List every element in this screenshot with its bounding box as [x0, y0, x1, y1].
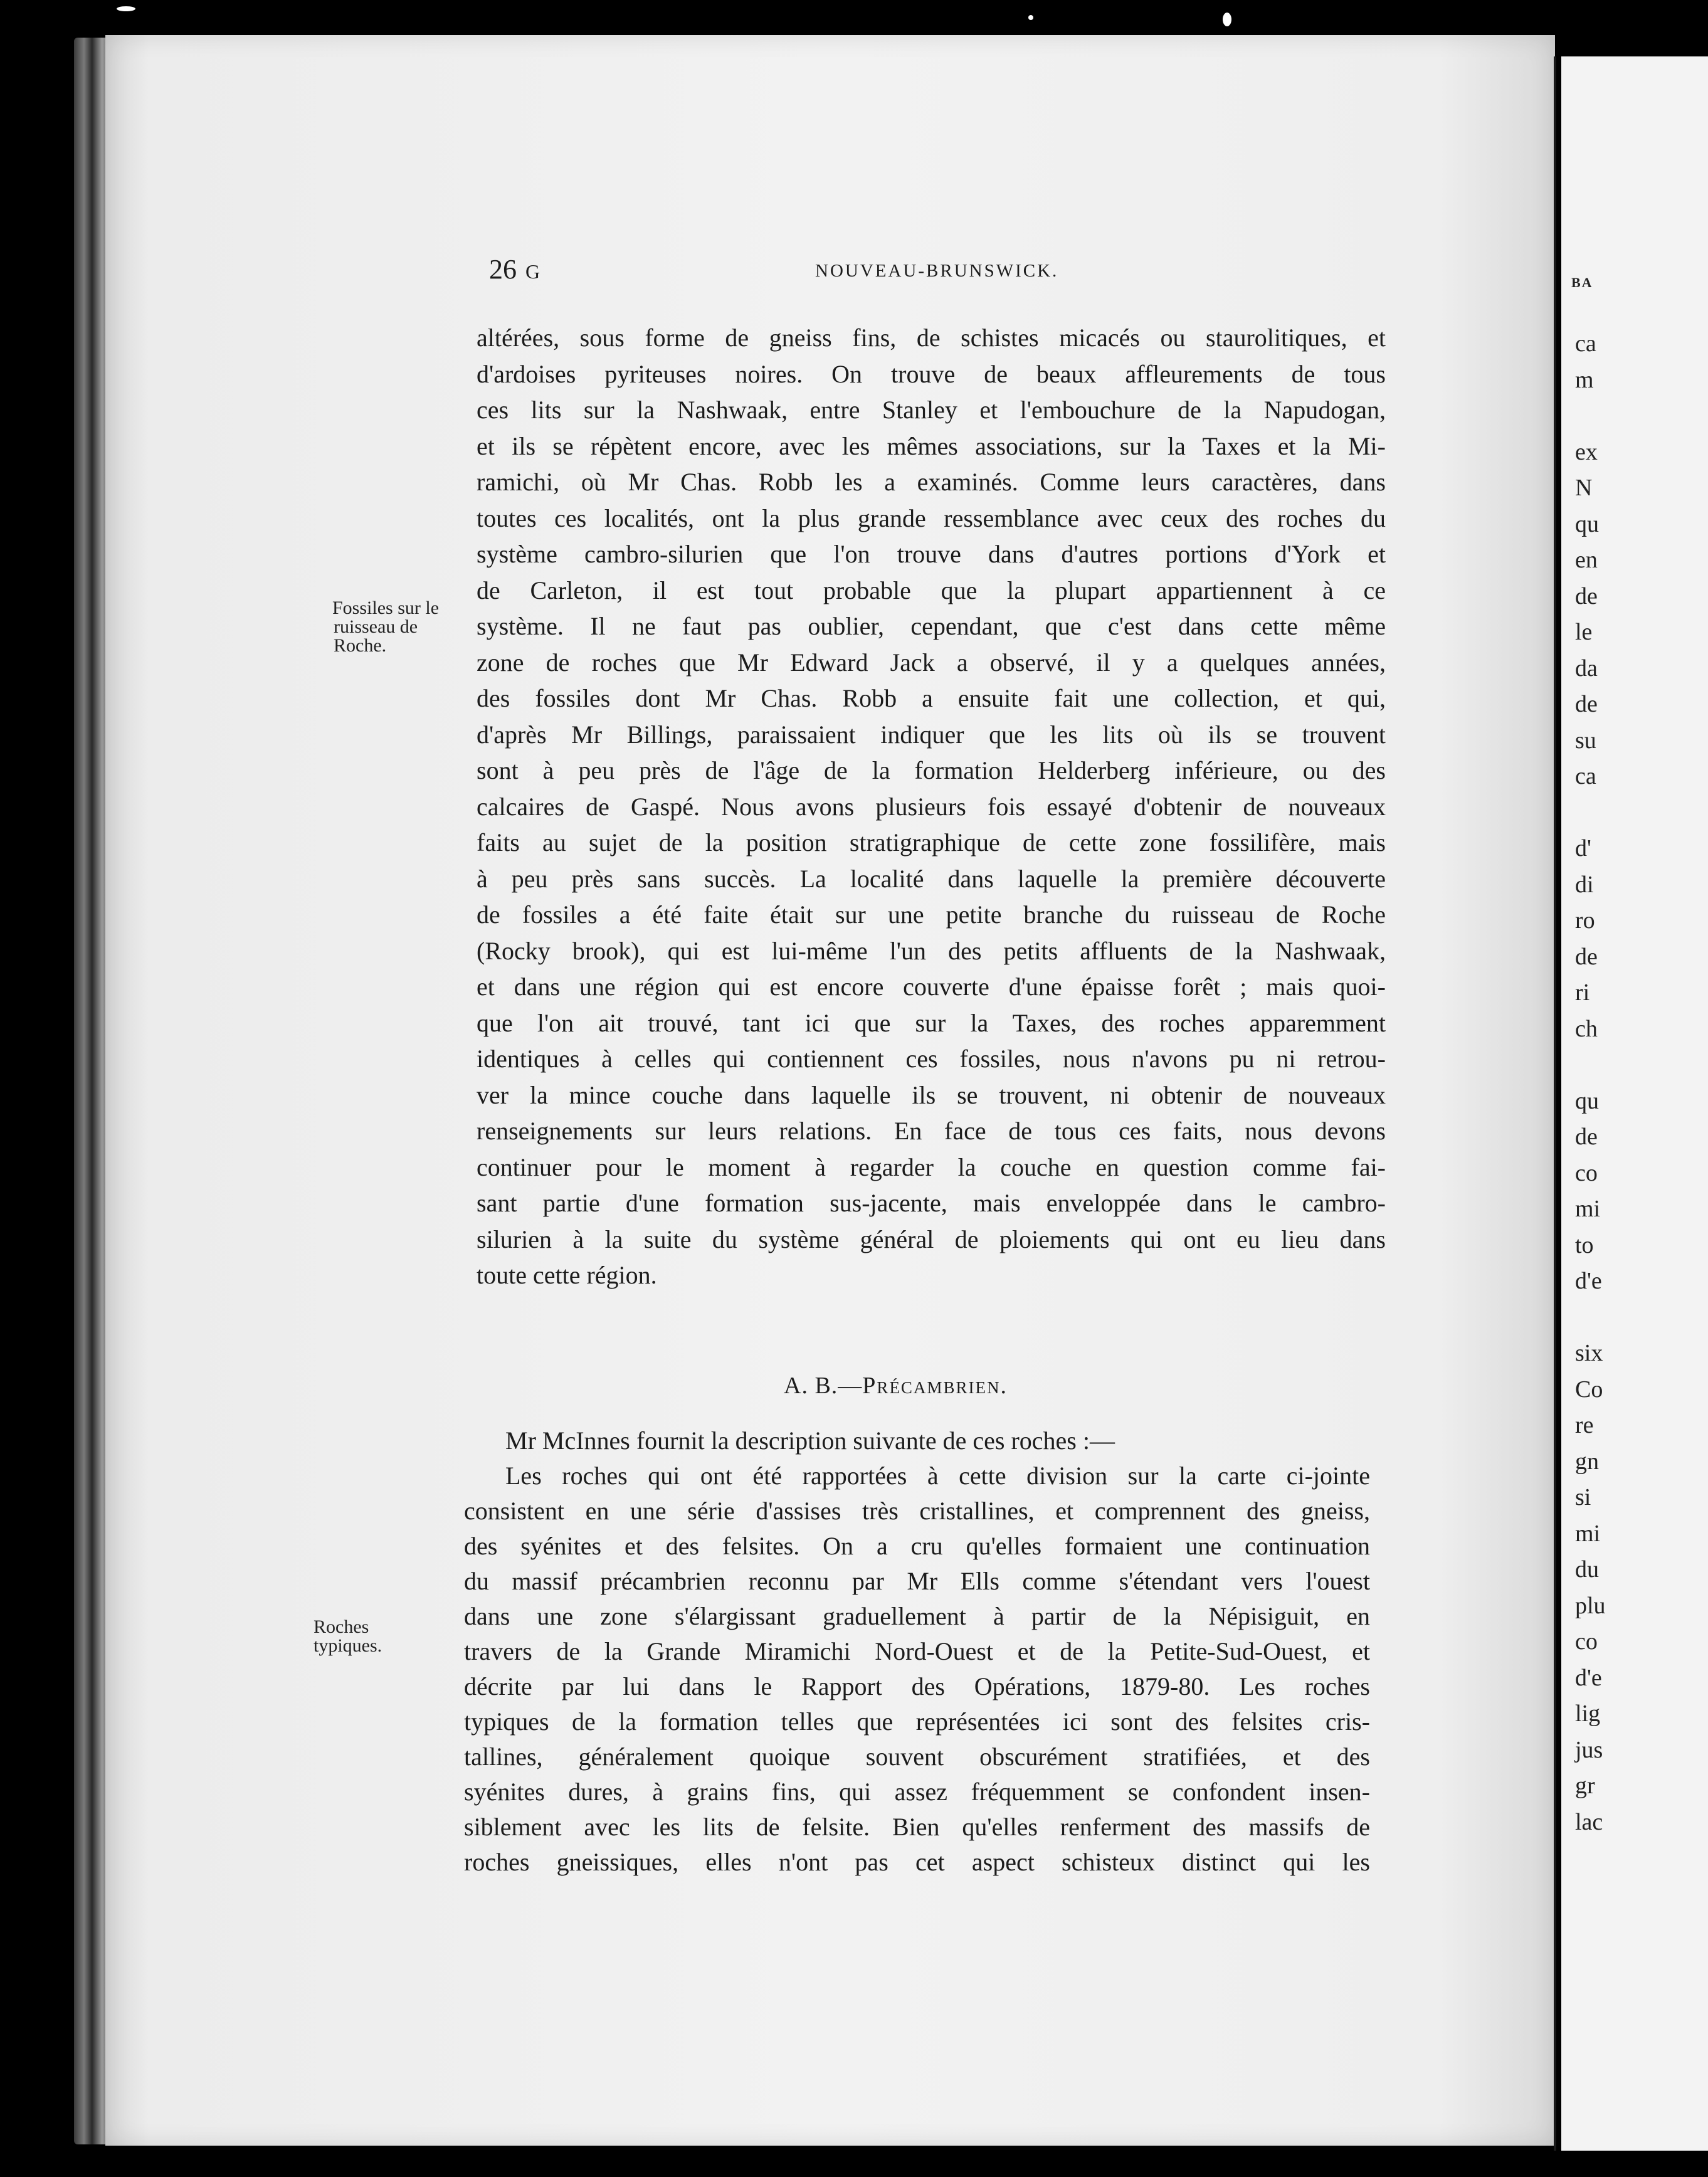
- adjacent-page-line: [1575, 1300, 1708, 1336]
- text-line: de Carleton, il est tout probable que la plupart appartiennent à ce: [477, 576, 1386, 604]
- adjacent-page-line: gr: [1575, 1773, 1595, 1799]
- adjacent-page-line: jus: [1575, 1736, 1603, 1763]
- text-line: consistent en une série d'assises très cristallines, et comprennent des gneiss,: [464, 1497, 1370, 1525]
- text-line: faits au sujet de la position stratigraphique de cette zone fossilifère, mais: [477, 828, 1386, 857]
- adjacent-page-line: si: [1575, 1484, 1591, 1510]
- text-line: des fossiles dont Mr Chas. Robb a ensuite fait une collection, et qui,: [477, 684, 1386, 712]
- page-letter: G: [525, 260, 540, 283]
- text-line: de fossiles a été faite était sur une petite branche du ruisseau de Roche: [477, 900, 1386, 929]
- scan-speck: [1028, 15, 1033, 20]
- sidenote-line: ruisseau de: [334, 616, 418, 637]
- text-line: ver la mince couche dans laquelle ils se trouvent, ni obtenir de nouveaux: [477, 1080, 1386, 1109]
- sidenote-line: Roches: [314, 1616, 369, 1637]
- adjacent-page-line: lig: [1575, 1700, 1601, 1727]
- adjacent-page-line: Co: [1575, 1376, 1603, 1403]
- adjacent-page-line: co: [1575, 1628, 1598, 1655]
- adjacent-page-header: BA: [1571, 275, 1593, 290]
- adjacent-page-line: N: [1575, 475, 1593, 501]
- adjacent-page-line: lac: [1575, 1808, 1603, 1835]
- adjacent-page-line: da: [1575, 655, 1598, 682]
- text-line: siblement avec les lits de felsite. Bien qu'elles renferment des massifs de: [464, 1813, 1370, 1841]
- adjacent-page-line: d'e: [1575, 1664, 1602, 1691]
- text-line: et dans une région qui est encore couverte d'une épaisse forêt ; mais quoi-: [477, 973, 1386, 1001]
- sidenote-fossiles: [332, 599, 439, 655]
- adjacent-page-line: le: [1575, 619, 1593, 645]
- adjacent-page-line: en: [1575, 547, 1598, 573]
- adjacent-page-line: ri: [1575, 979, 1590, 1006]
- sidenote-line: Roche.: [334, 635, 387, 656]
- sidenote-roches: [314, 1618, 382, 1655]
- adjacent-page-line: de: [1575, 691, 1598, 717]
- adjacent-page-line: ro: [1575, 907, 1595, 934]
- adjacent-page-line: six: [1575, 1340, 1603, 1366]
- text-line: tallines, généralement quoique souvent obscurément stratifiées, et des: [464, 1742, 1370, 1771]
- text-line: d'ardoises pyriteuses noires. On trouve de beaux affleurements de tous: [477, 359, 1386, 388]
- text-line: altérées, sous forme de gneiss fins, de schistes micacés ou staurolitiques, et: [477, 324, 1386, 352]
- page-title: NOUVEAU-BRUNSWICK.: [815, 261, 1059, 281]
- text-line: Les roches qui ont été rapportées à cette division sur la carte ci-jointe: [505, 1462, 1370, 1490]
- adjacent-page-line: m: [1575, 366, 1594, 393]
- text-line: syénites dures, à grains fins, qui assez fréquemment se confondent insen-: [464, 1778, 1370, 1806]
- page-number-value: 26: [489, 254, 517, 285]
- adjacent-page-line: mi: [1575, 1196, 1601, 1222]
- text-line: typiques de la formation telles que représentées ici sont des felsites cris-: [464, 1707, 1370, 1736]
- text-line: système cambro-silurien que l'on trouve dans d'autres portions d'York et: [477, 540, 1386, 568]
- text-line: renseignements sur leurs relations. En face de tous ces faits, nous devons: [477, 1117, 1386, 1145]
- text-line: dans une zone s'élargissant graduellement à partir de la Népisiguit, en: [464, 1602, 1370, 1630]
- body-paragraph-1: [477, 320, 1386, 1294]
- adjacent-page-line: to: [1575, 1231, 1594, 1258]
- adjacent-page-line: qu: [1575, 510, 1599, 537]
- text-line: identiques à celles qui contiennent ces fossiles, nous n'avons pu ni retrou-: [477, 1045, 1386, 1073]
- adjacent-page-line: co: [1575, 1159, 1598, 1186]
- adjacent-page-line: ca: [1575, 330, 1596, 357]
- adjacent-page-line: di: [1575, 871, 1594, 898]
- text-line: des syénites et des felsites. On a cru qu'elles formaient une continuation: [464, 1532, 1370, 1560]
- text-line: que l'on ait trouvé, tant ici que sur la Taxes, des roches apparemment: [477, 1008, 1386, 1037]
- text-line: ces lits sur la Nashwaak, entre Stanley et l'embouchure de la Napudogan,: [477, 396, 1386, 424]
- text-line: d'après Mr Billings, paraissaient indiquer que les lits où ils se trouvent: [477, 720, 1386, 749]
- text-line: décrite par lui dans le Rapport des Opérations, 1879-80. Les roches: [464, 1672, 1370, 1700]
- adjacent-page-line: re: [1575, 1412, 1594, 1438]
- page-number: [489, 253, 540, 285]
- adjacent-page-line: [1575, 795, 1708, 831]
- page-fold-line: [1554, 56, 1556, 2151]
- adjacent-page-line: plu: [1575, 1592, 1606, 1619]
- sidenote-line: typiques.: [314, 1635, 382, 1656]
- text-line: continuer pour le moment à regarder la couche en question comme fai-: [477, 1152, 1386, 1181]
- adjacent-page-line: qu: [1575, 1087, 1599, 1114]
- text-line: et ils se répètent encore, avec les mêmes associations, sur la Taxes et la Mi-: [477, 431, 1386, 460]
- text-line: sant partie d'une formation sus-jacente, mais enveloppée dans le cambro-: [477, 1189, 1386, 1217]
- adjacent-page-line: gn: [1575, 1448, 1599, 1475]
- section-heading: [784, 1372, 1008, 1400]
- adjacent-page-line: ex: [1575, 438, 1598, 465]
- text-line: ramichi, où Mr Chas. Robb les a examinés. Comme leurs caractères, dans: [477, 468, 1386, 496]
- adjacent-page-line: de: [1575, 1124, 1598, 1150]
- text-line: calcaires de Gaspé. Nous avons plusieurs fois essayé d'obtenir de nouveaux: [477, 792, 1386, 821]
- body-paragraph-2: [464, 1423, 1370, 1880]
- adjacent-page-line: de: [1575, 582, 1598, 609]
- text-line: zone de roches que Mr Edward Jack a observé, il y a quelques années,: [477, 648, 1386, 677]
- adjacent-page-line: du: [1575, 1556, 1599, 1583]
- adjacent-page-line: su: [1575, 727, 1596, 754]
- text-line: toute cette région.: [477, 1261, 657, 1289]
- section-heading-prefix: A. B.—: [784, 1373, 863, 1399]
- paragraph-intro-line: Mr McInnes fournit la description suivante de ces roches :—: [505, 1426, 1115, 1455]
- text-line: travers de la Grande Miramichi Nord-Ouest et de la Petite-Sud-Ouest, et: [464, 1637, 1370, 1665]
- text-line: sont à peu près de l'âge de la formation Helderberg inférieure, ou des: [477, 756, 1386, 784]
- text-line: du massif précambrien reconnu par Mr Ells comme s'étendant vers l'ouest: [464, 1567, 1370, 1595]
- adjacent-page-text: [1575, 326, 1708, 1840]
- text-line: (Rocky brook), qui est lui-même l'un des petits affluents de la Nashwaak,: [477, 936, 1386, 965]
- adjacent-page-line: [1575, 1047, 1708, 1083]
- adjacent-page-line: d'e: [1575, 1268, 1602, 1294]
- adjacent-page-line: d': [1575, 835, 1591, 862]
- adjacent-page-line: ca: [1575, 763, 1596, 789]
- sidenote-line: Fossiles sur le: [332, 598, 440, 618]
- scan-speck: [1223, 13, 1231, 26]
- text-line: silurien à la suite du système général de ploiements qui ont eu lieu dans: [477, 1225, 1386, 1253]
- adjacent-page-fragment: [1561, 56, 1708, 2151]
- running-head: [489, 253, 1405, 285]
- text-line: système. Il ne faut pas oublier, cependant, que c'est dans cette même: [477, 612, 1386, 640]
- text-line: toutes ces localités, ont la plus grande ressemblance avec ceux des roches du: [477, 503, 1386, 532]
- adjacent-page-line: mi: [1575, 1520, 1601, 1547]
- text-line: à peu près sans succès. La localité dans laquelle la première découverte: [477, 864, 1386, 893]
- adjacent-page-line: ch: [1575, 1015, 1598, 1042]
- adjacent-page-line: de: [1575, 943, 1598, 970]
- text-line: roches gneissiques, elles n'ont pas cet aspect schisteux distinct qui les: [464, 1848, 1370, 1876]
- adjacent-page-line: [1575, 398, 1708, 435]
- scan-speck: [117, 6, 135, 11]
- section-heading-title: Précambrien.: [862, 1373, 1008, 1399]
